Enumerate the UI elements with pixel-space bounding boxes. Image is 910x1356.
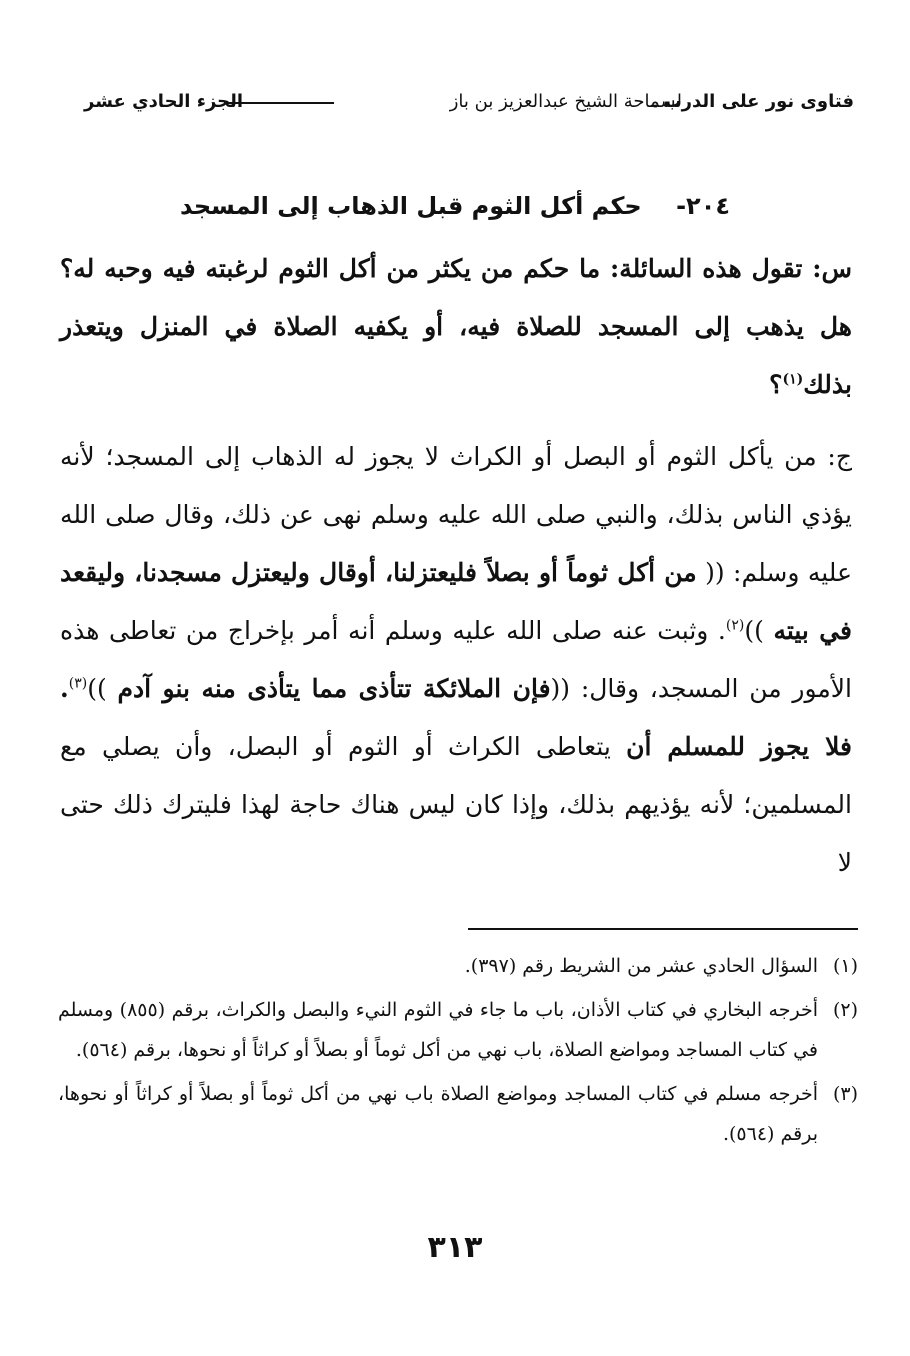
- answer-part-2: . وثبت عنه صلى الله عليه وسلم أنه أمر بإخراج من تعاطى هذه الأمور من المسجد، وقال: ((: [60, 616, 852, 703]
- footnote-marker: (٢): [832, 999, 858, 1021]
- hadith-1: من أكل ثوماً أو بصلاً فليعتزلنا، أوقال وليعتزل مسجدنا، وليقعد في بيته: [60, 558, 852, 645]
- header-volume: الجزء الحادي عشر: [84, 91, 244, 112]
- answer-part-1: ج: من يأكل الثوم أو البصل أو الكراث لا يجوز له الذهاب إلى المسجد؛ لأنه يؤذي الناس بذلك، والنبي صلى الله عليه وسلم نهى عن ذلك، وقال صلى الله عليه وسلم: ((: [60, 442, 852, 587]
- hadith-2-close: )): [87, 674, 107, 703]
- hadith-1-close: )): [744, 616, 764, 645]
- footnote-text: السؤال الحادي عشر من الشريط رقم (٣٩٧).: [464, 955, 818, 977]
- header-author: لسماحة الشيخ عبدالعزيز بن باز: [449, 91, 682, 112]
- footnote-item: [58, 990, 858, 1070]
- answer-part-3: يتعاطى الكراث أو الثوم أو البصل، وأن يصلي مع المسلمين؛ لأنه يؤذيهم بذلك، وإذا كان ليس هناك حاجة لهذا فليترك ذلك حتى لا: [60, 732, 852, 877]
- running-header: [84, 88, 854, 118]
- header-book-title: فتاوى نور على الدرب ـ: [651, 91, 854, 112]
- page-number: ٣١٣: [427, 1230, 483, 1265]
- section-number: ٢٠٤-: [676, 192, 730, 220]
- footnote-text: أخرجه مسلم في كتاب المساجد ومواضع الصلاة باب نهي من أكل ثوماً أو بصلاً أو كراثاً أو نحوها، برقم (٥٦٤).: [58, 1083, 818, 1145]
- footnote-ref-1: (١): [782, 371, 804, 388]
- footnote-marker: (١): [832, 955, 858, 977]
- question-end: ؟: [769, 370, 783, 399]
- answer-paragraph: [60, 428, 852, 892]
- question-text: س: تقول هذه السائلة: ما حكم من يكثر من أكل الثوم لرغبته فيه وحبه له؟ هل يذهب إلى المسجد للصلاة فيه، أو يكفيه الصلاة في المنزل ويتعذر بذلك: [60, 254, 852, 399]
- footnote-ref-2: (٢): [725, 617, 745, 634]
- footnote-marker: (٣): [832, 1083, 858, 1105]
- footnote-item: [58, 1074, 858, 1154]
- footnote-item: [58, 946, 858, 986]
- question-paragraph: [60, 240, 852, 414]
- footnotes: [58, 946, 858, 1158]
- footnote-separator: [468, 928, 858, 930]
- section-title-text: حكم أكل الثوم قبل الذهاب إلى المسجد: [180, 192, 642, 220]
- section-title: [180, 188, 730, 224]
- answer-part-3-bold: . فلا يجوز للمسلم أن: [60, 674, 852, 761]
- footnote-ref-3: (٣): [68, 675, 88, 692]
- footnote-text: أخرجه البخاري في كتاب الأذان، باب ما جاء في الثوم النيء والبصل والكراث، برقم (٨٥٥) ومسلم في كتاب المساجد ومواضع الصلاة، باب نهي من أكل ثوماً أو بصلاً أو كراثاً أو نحوها، برقم (٥٦٤).: [58, 999, 818, 1061]
- hadith-2: فإن الملائكة تتأذى مما يتأذى منه بنو آدم: [117, 674, 551, 703]
